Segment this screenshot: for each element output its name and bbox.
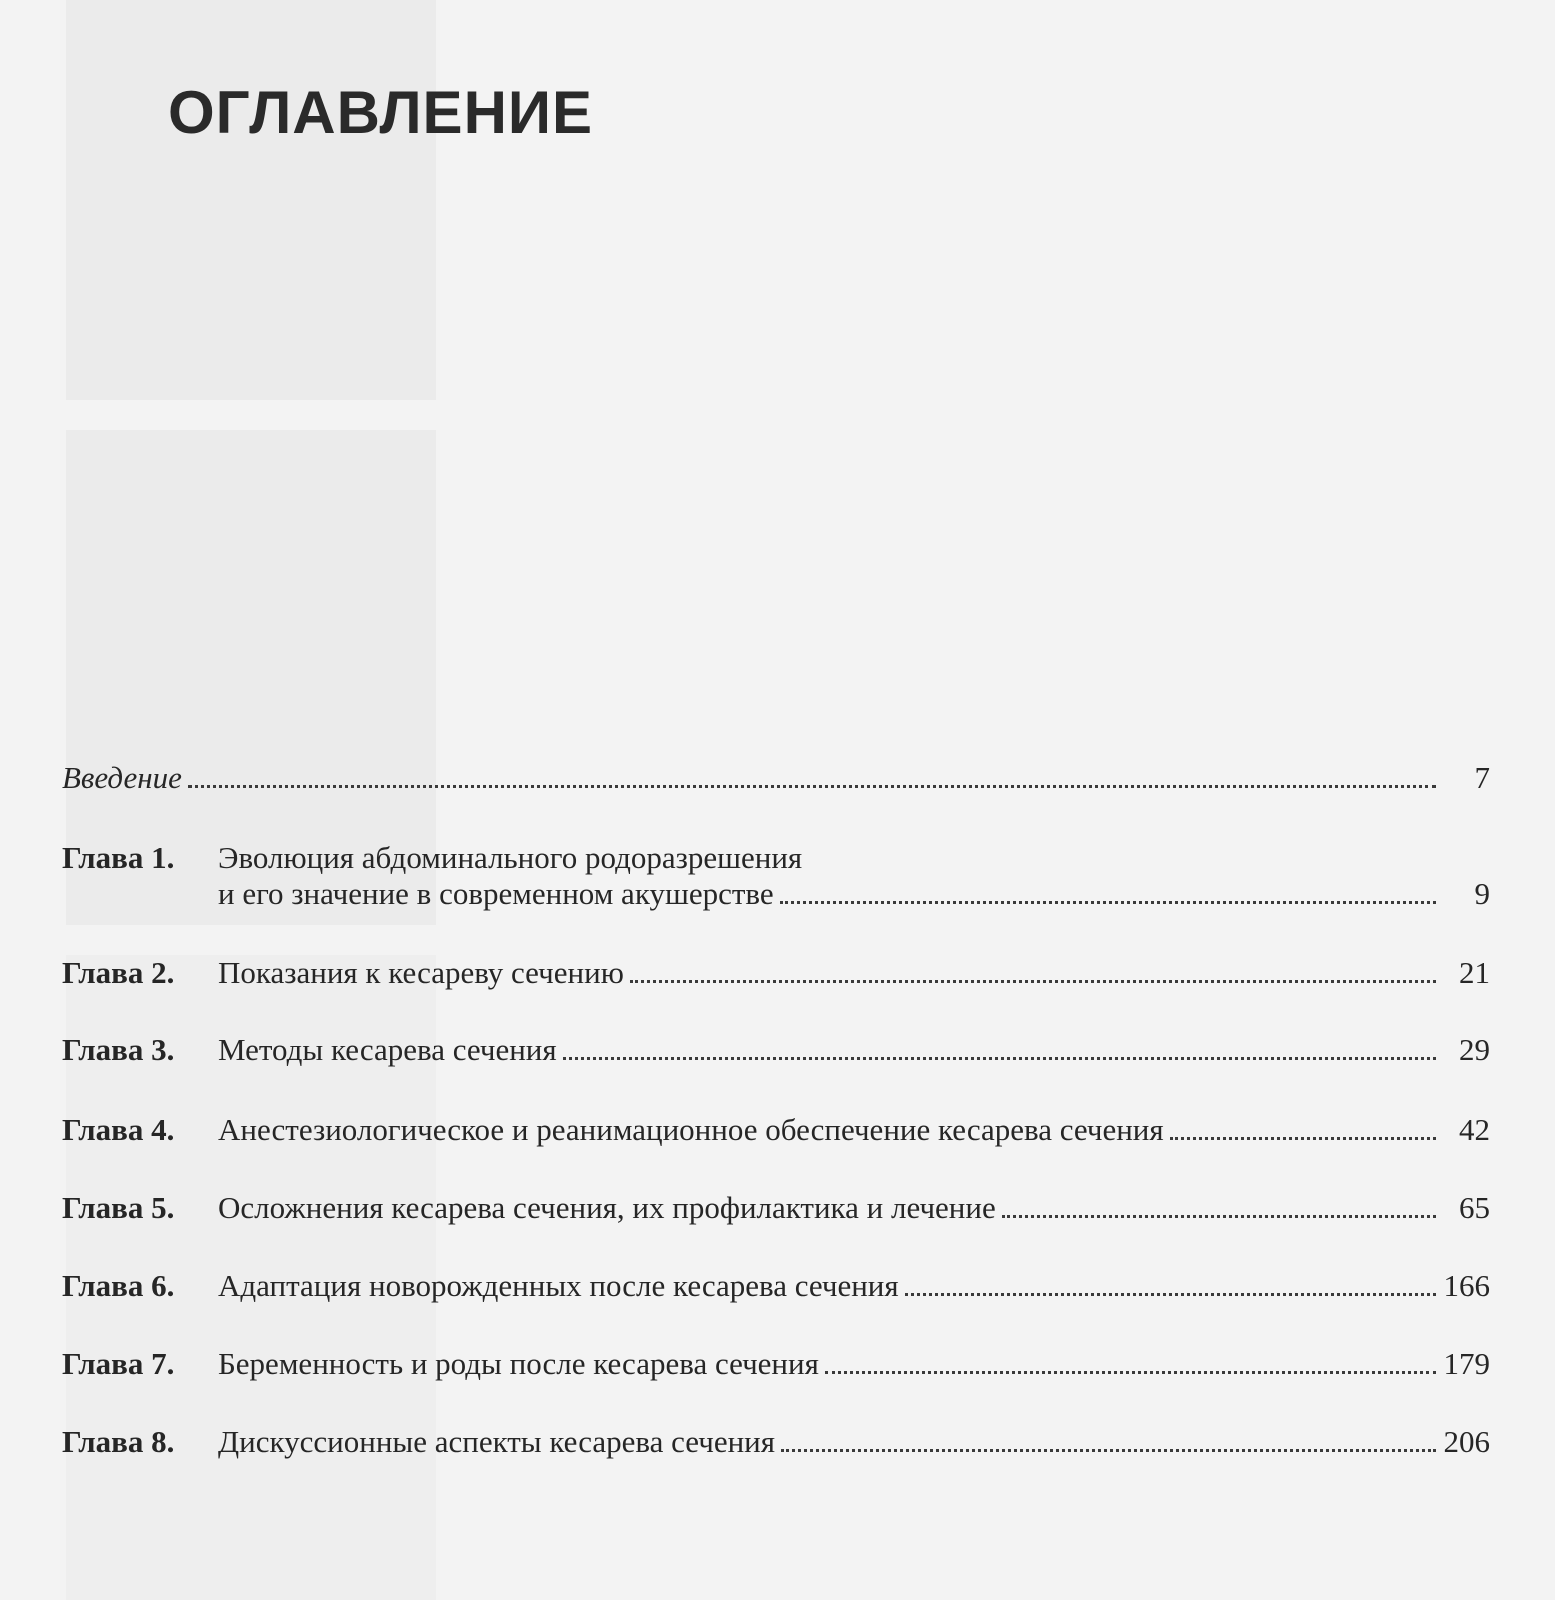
toc-entry-title: Анестезиологическое и реанимационное обеспечение кесарева сечения [218, 1112, 1164, 1147]
toc-page-number: 29 [1459, 1032, 1490, 1067]
toc-entry-chapter-7[interactable] [62, 1346, 1490, 1382]
toc-page-number: 9 [1474, 876, 1490, 911]
toc-chapter-label: Глава 5. [62, 1190, 175, 1225]
toc-page-number: 179 [1443, 1346, 1490, 1381]
toc-page-number: 65 [1459, 1190, 1490, 1225]
toc-entry-chapter-4[interactable] [62, 1112, 1490, 1148]
toc-page-number: 7 [1474, 760, 1490, 795]
dot-leader [563, 1057, 1436, 1060]
toc-entry-title: Методы кесарева сечения [218, 1032, 557, 1067]
toc-entry-chapter-1[interactable] [62, 840, 1490, 912]
toc-chapter-label: Глава 8. [62, 1424, 175, 1459]
dot-leader [188, 785, 1436, 788]
dot-leader [780, 901, 1436, 904]
toc-chapter-label: Глава 1. [62, 840, 175, 875]
dot-leader [630, 980, 1436, 983]
dot-leader [1170, 1137, 1436, 1140]
toc-page-number: 166 [1443, 1268, 1490, 1303]
dot-leader [781, 1449, 1436, 1452]
page-title: ОГЛАВЛЕНИЕ [168, 79, 594, 146]
toc-entry-title: Осложнения кесарева сечения, их профилактика и лечение [218, 1190, 996, 1225]
toc-chapter-label: Глава 2. [62, 955, 175, 990]
toc-entry-chapter-8[interactable] [62, 1424, 1490, 1460]
toc-entry-title: Дискуссионные аспекты кесарева сечения [218, 1424, 776, 1459]
toc-entry-chapter-5[interactable] [62, 1190, 1490, 1226]
toc-chapter-label: Глава 4. [62, 1112, 175, 1147]
toc-entry-title: Введение [62, 760, 182, 795]
toc-entry-chapter-3[interactable] [62, 1032, 1490, 1068]
dot-leader [905, 1293, 1436, 1296]
toc-entry-title: Эволюция абдоминального родоразрешения [218, 840, 803, 875]
toc-entry-chapter-6[interactable] [62, 1268, 1490, 1304]
show-through-block [66, 0, 436, 400]
toc-entry-title: Показания к кесареву сечению [218, 955, 624, 990]
toc-entry-title: Беременность и роды после кесарева сечения [218, 1346, 819, 1381]
dot-leader [825, 1371, 1436, 1374]
toc-chapter-label: Глава 6. [62, 1268, 175, 1303]
toc-entry-chapter-2[interactable] [62, 955, 1490, 991]
toc-page-number: 42 [1459, 1112, 1490, 1147]
toc-chapter-label: Глава 3. [62, 1032, 175, 1067]
dot-leader [1002, 1215, 1436, 1218]
toc-chapter-label: Глава 7. [62, 1346, 175, 1381]
toc-entry-intro[interactable] [62, 760, 1490, 796]
toc-page-number: 206 [1443, 1424, 1490, 1459]
toc-entry-title: Адаптация новорожденных после кесарева сечения [218, 1268, 899, 1303]
toc-page-number: 21 [1459, 955, 1490, 990]
toc-entry-title-continued: и его значение в современном акушерстве [218, 876, 774, 911]
